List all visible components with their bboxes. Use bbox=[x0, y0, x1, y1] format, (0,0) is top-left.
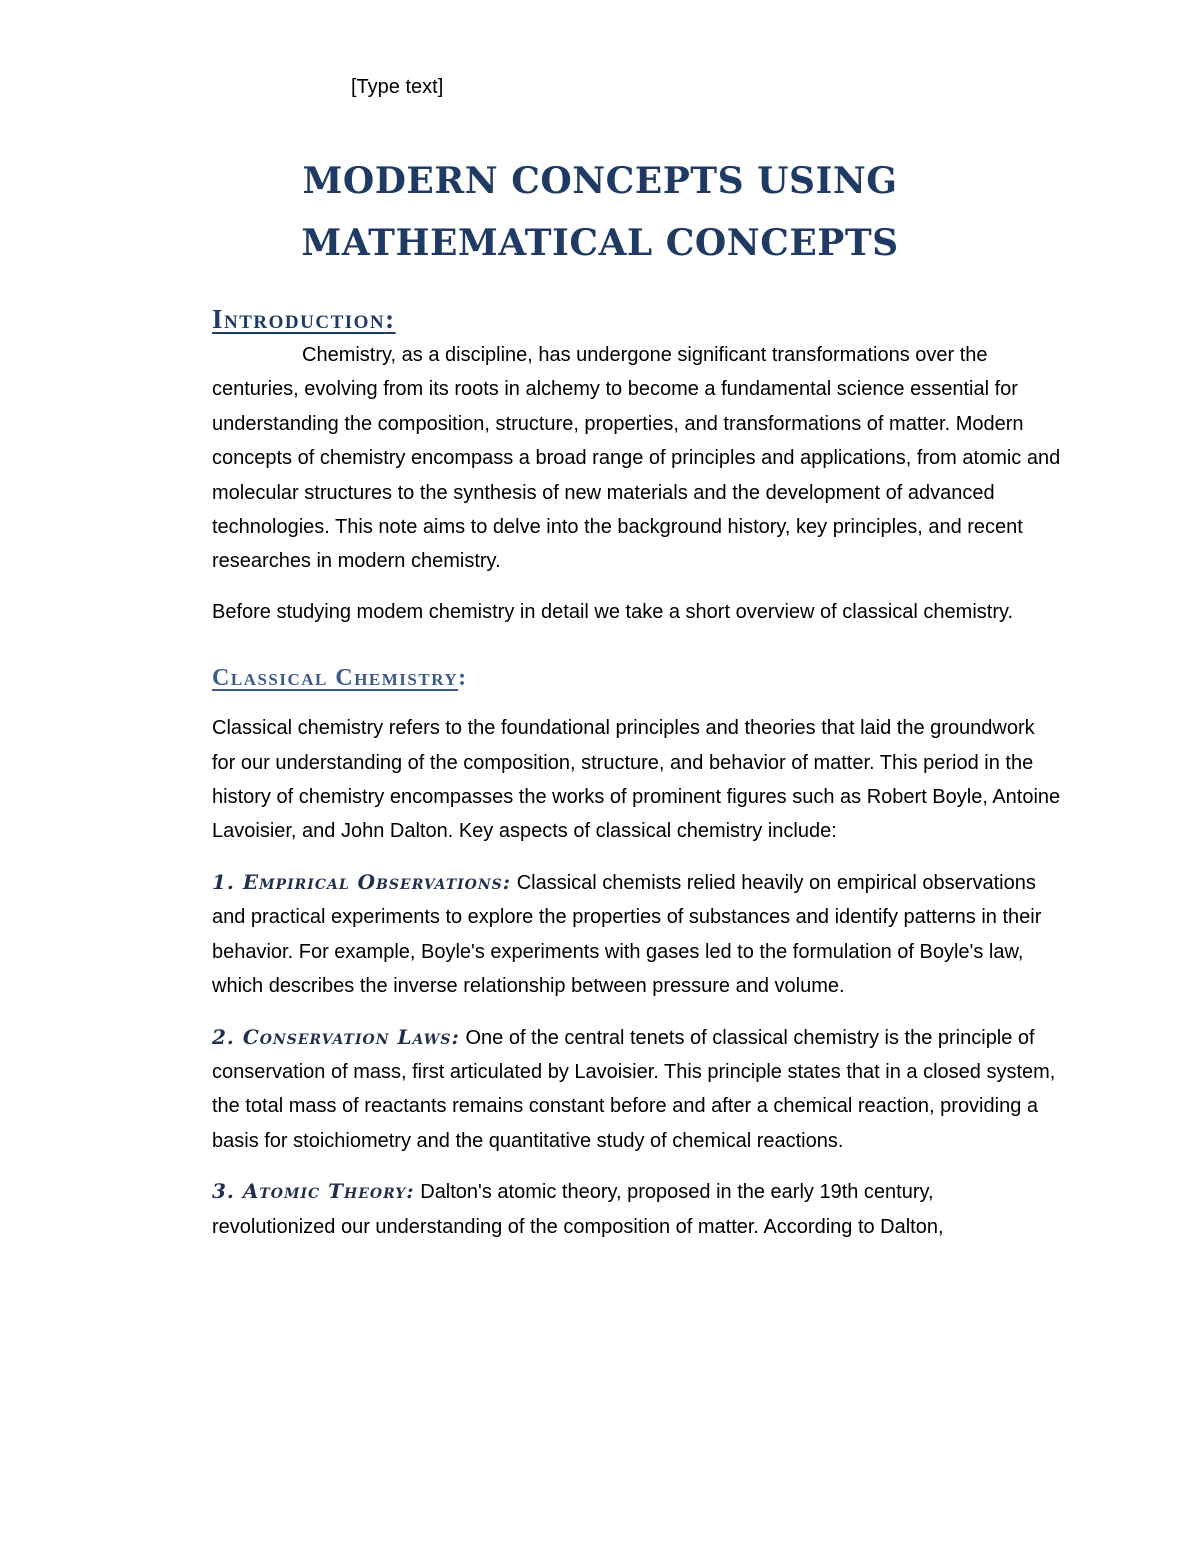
list-item-conservation-laws bbox=[212, 1020, 1062, 1159]
document-body bbox=[212, 300, 1062, 1244]
classical-chemistry-heading-text: Classical Chemistry bbox=[212, 665, 459, 692]
introduction-heading-colon: : bbox=[385, 304, 396, 334]
header-placeholder-text[interactable]: [Type text] bbox=[351, 76, 444, 98]
classical-chemistry-heading bbox=[212, 659, 1062, 697]
list-item-label: 2. Conservation Laws: bbox=[212, 1024, 460, 1049]
list-item-atomic-theory bbox=[212, 1174, 1062, 1244]
document-title: MODERN CONCEPTS USING MATHEMATICAL CONCEPTS bbox=[301, 160, 899, 264]
introduction-heading-text: Introduction bbox=[212, 304, 386, 334]
introduction-heading bbox=[212, 300, 1062, 338]
list-item-empirical-observations bbox=[212, 865, 1062, 1004]
classical-chemistry-heading-colon: : bbox=[458, 665, 468, 692]
list-item-label: 1. Empirical Observations: bbox=[212, 869, 512, 894]
overview-paragraph: Before studying modem chemistry in detail we take a short overview of classical chemistry. bbox=[212, 600, 1014, 623]
list-item-text: Classical chemists relied heavily on empirical observations and practical experiments to explore the properties of substances and identify patterns in their behavior. For example, Boyle's experiments with gases led to the formulation of Boyle's law, which describes the inverse relationship between pressure and volume. bbox=[212, 871, 1042, 998]
list-item-label: 3. Atomic Theory: bbox=[212, 1179, 415, 1204]
list-item-text: One of the central tenets of classical chemistry is the principle of conservation of mass, first articulated by Lavoisier. This principle states that in a closed system, the total mass of reactants remains constant before and after a chemical reaction, providing a basis for stoichiometry and the quantitative study of chemical reactions. bbox=[212, 1026, 1056, 1152]
introduction-paragraph: Chemistry, as a discipline, has undergone significant transformations over the centuries, evolving from its roots in alchemy to become a fundamental science essential for understanding the composition, structure, properties, and transformations of matter. Modern concepts of chemistry encompass a broad range of principles and applications, from atomic and molecular structures to the synthesis of new materials and the development of advanced technologies. This note aims to delve into the background history, key principles, and recent researches in modern chemistry. bbox=[212, 344, 1061, 573]
list-item-text: Dalton's atomic theory, proposed in the early 19th century, revolutionized our understanding of the composition of matter. According to Dalton, bbox=[212, 1181, 944, 1238]
classical-chemistry-paragraph: Classical chemistry refers to the foundational principles and theories that laid the groundwork for our understanding of the composition, structure, and behavior of matter. This period in the history of chemistry encompasses the works of prominent figures such as Robert Boyle, Antoine Lavoisier, and John Dalton. Key aspects of classical chemistry include: bbox=[212, 717, 1061, 843]
